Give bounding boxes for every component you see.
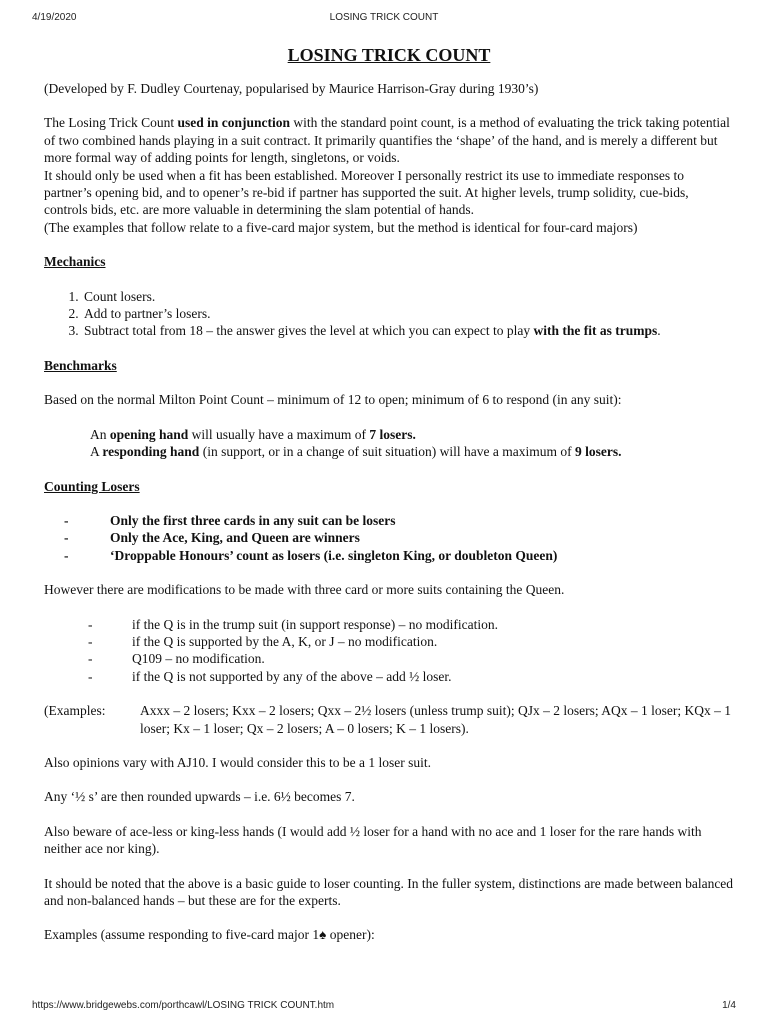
rounding-note: Any ‘½ s’ are then rounded upwards – i.e. 6½ becomes 7. [44, 789, 355, 805]
rule-item: - Only the first three cards in any suit can be losers [64, 512, 396, 528]
examples-block [44, 702, 734, 737]
page-url: https://www.bridgewebs.com/porthcawl/LOSING TRICK COUNT.htm [32, 1000, 335, 1011]
basic-guide-note: It should be noted that the above is a basic guide to loser counting. In the fuller system, distinctions are made between balanced and non-balanced hands – but these are for the experts. [44, 875, 734, 908]
list-item: - if the Q is in the trump suit (in support response) – no modification. [88, 616, 498, 632]
benchmarks-text: Based on the normal Milton Point Count – minimum of 12 to open; minimum of 6 to respond (in any suit): [44, 392, 622, 408]
examples-text: Axxx – 2 losers; Kxx – 2 losers; Qxx – 2½ losers (unless trump suit); QJx – 2 losers; AQx – 1 loser; KQx – 1 loser; Kx – 1 loser; Qx – 2 losers; A – 0 losers; K – 1 losers). [140, 703, 731, 736]
examples-label: (Examples: [44, 703, 106, 719]
print-title: LOSING TRICK COUNT [329, 12, 439, 23]
list-item: - if the Q is not supported by any of the above – add ½ loser. [88, 668, 452, 684]
intro-paragraph: The Losing Trick Count used in conjunction with the standard point count, is a method of evaluating the trick taking potential of two combined hands playing in a suit contract. It primarily quantifies the ‘shape’ of the hand, and is merely a different but more formal way of adding points for length, singletons, or voids. [44, 115, 730, 166]
intro-text: (Developed by F. Dudley Courtenay, popularised by Maurice Harrison-Gray during 1930’s) [44, 81, 539, 96]
benchmarks-heading: Benchmarks [44, 357, 117, 373]
page-number: 1/4 [722, 1000, 736, 1011]
opening-hand-line: An opening hand will usually have a maximum of 7 losers. [90, 426, 416, 442]
rule-item: - Only the Ace, King, and Queen are winners [64, 530, 360, 546]
print-footer [0, 1000, 768, 1016]
document-body [44, 44, 734, 944]
print-header [0, 6, 768, 24]
fit-paragraph: It should only be used when a fit has been established. Moreover I personally restrict its use to immediate responses to partner’s opening bid, and to opener’s re-bid if partner has supported the suit. At higher levels, trump solidity, cue-bids, controls bids, etc. are more valuable in determining the slam potential of hands. [44, 167, 689, 218]
list-item: 2. Add to partner’s losers. [82, 305, 734, 322]
counting-losers-heading: Counting Losers [44, 478, 140, 494]
list-item: - Q109 – no modification. [88, 651, 265, 667]
mechanics-list [44, 288, 734, 340]
responding-hand-line: A responding hand (in support, or in a change of suit situation) will have a maximum of 9 losers. [90, 444, 622, 460]
modifications-list [44, 616, 734, 686]
list-item: 3. Subtract total from 18 – the answer gives the level at which you can expect to play with the fit as trumps. [82, 322, 734, 339]
mechanics-heading: Mechanics [44, 254, 106, 270]
print-date: 4/19/2020 [32, 12, 77, 23]
page-title: LOSING TRICK COUNT [287, 45, 491, 65]
list-item: 1. Count losers. [82, 288, 734, 305]
examples-intro: Examples (assume responding to five-card major 1♠ opener): [44, 927, 375, 943]
list-item: - if the Q is supported by the A, K, or J – no modification. [88, 633, 438, 649]
aceless-note: Also beware of ace-less or king-less hands (I would add ½ loser for a hand with no ace and 1 loser for the rare hands with neither ace nor king). [44, 823, 702, 857]
system-note: (The examples that follow relate to a five-card major system, but the method is identical for four-card majors) [44, 219, 638, 235]
modifications-intro: However there are modifications to be made with three card or more suits containing the Queen. [44, 582, 565, 598]
aj10-note: Also opinions vary with AJ10. I would consider this to be a 1 loser suit. [44, 754, 431, 770]
rule-item: - ‘Droppable Honours’ count as losers (i.e. singleton King, or doubleton Queen) [64, 547, 558, 563]
